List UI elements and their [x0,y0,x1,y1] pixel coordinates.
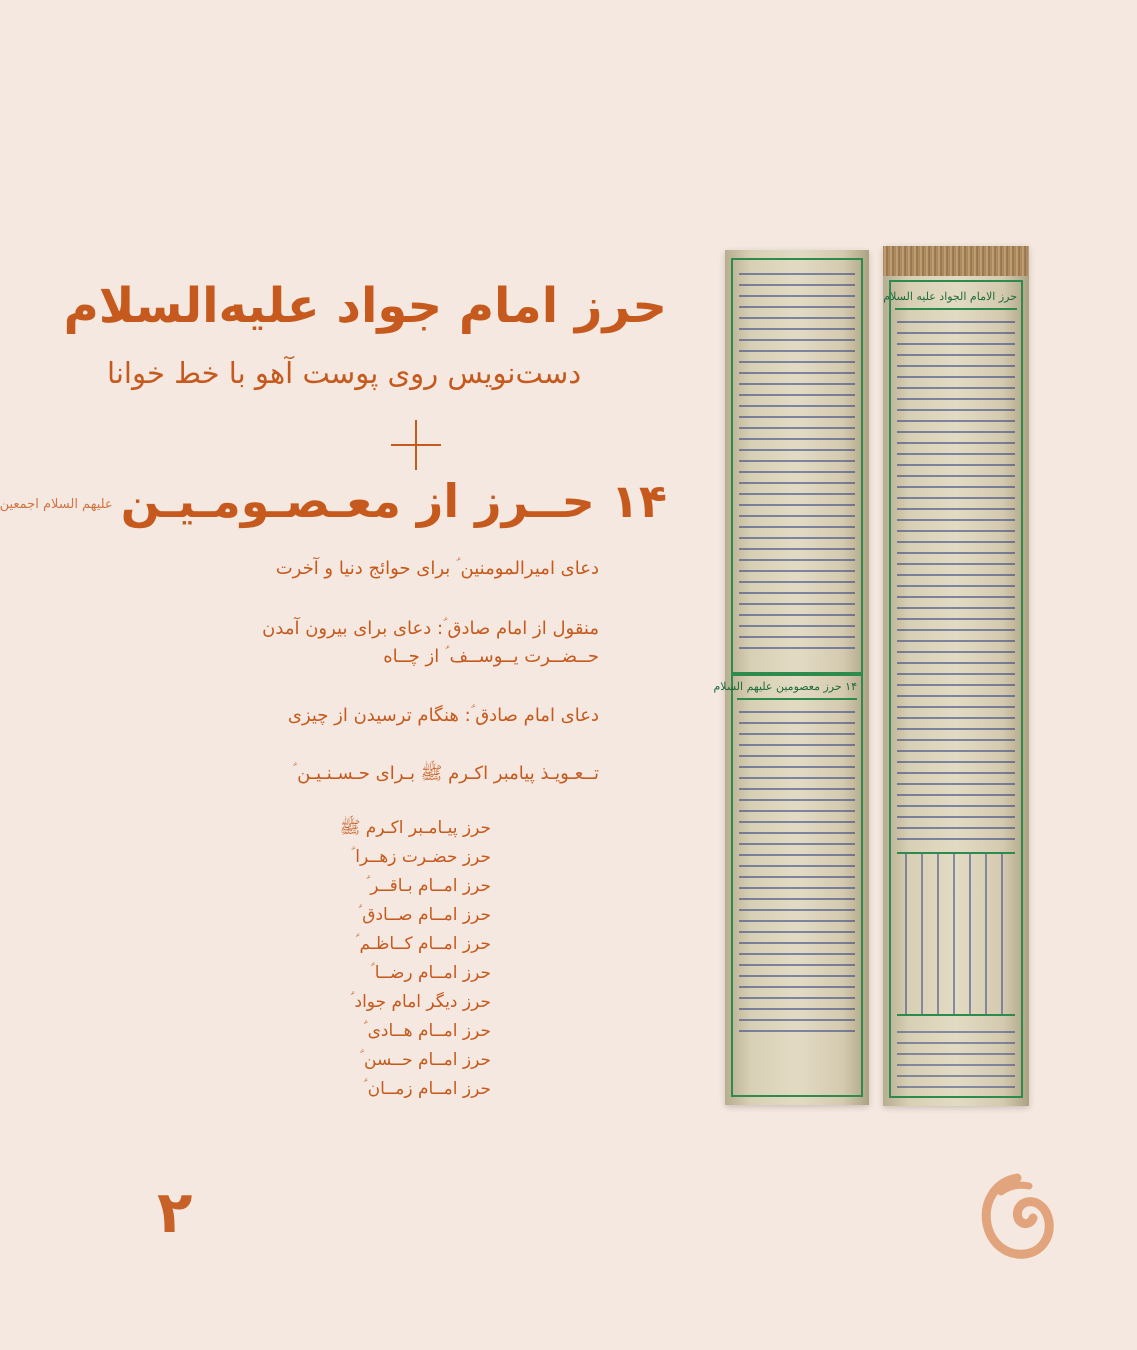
description-line: دعای امیرالمومنین ؑ برای حوائج دنیا و آخرت [275,558,599,579]
manuscript-text-block [897,1026,1015,1088]
list-item: حرز امــام زمــان ؑ [363,1079,491,1099]
manuscript-table-region [897,852,1015,1016]
manuscript-frame-bottom [713,674,863,1097]
description-line: تــعـویـذ پیامبر اکـرم ﷺ بـرای حـسـنـیـن ؑ [292,763,599,784]
manuscript-frame-main [883,280,1023,1098]
manuscript-scroll-right [883,246,1029,1106]
page-number: ۲ [157,1178,193,1246]
manuscript-title-header: حرز الامام الجواد علیه السلام [895,286,1017,310]
description-line: حــضــرت یــوســف ؑ از چــاه [383,646,599,667]
list-item: حرز پیـامـبر اکـرم ﷺ [339,818,491,838]
page-title: حرز امام جواد علیه‌السلام [63,278,667,334]
description-line: دعای امام صادق ؑ: هنگام ترسیدن از چیزی [287,705,599,726]
list-item: حرز دیگر امام جواد ؑ [350,992,491,1012]
list-item: حرز امــام حــسن ؑ [359,1050,491,1070]
page-subtitle: دست‌نویس روی پوست آهو با خط خوانا [107,356,582,390]
list-item: حرز حضـرت زهــرا ؑ [350,847,491,867]
list-item: حرز امــام رضــا ؑ [370,963,491,983]
brand-logo-icon [979,1172,1055,1260]
manuscript-text-block [739,268,855,652]
manuscript-text-block [897,316,1015,846]
list-item: حرز امــام هــادی ؑ [363,1021,491,1041]
hirz-list [340,814,491,1104]
manuscript-scroll-left [713,250,869,1105]
manuscript-section-header: ۱۴ حرز معصومین علیهم السلام [737,676,857,700]
list-item: حرز امــام بـاقــر ؑ [365,876,491,896]
deer-skin-fur-edge [883,246,1029,276]
manuscript-frame-top [731,258,863,674]
headline-text: ۱۴ حــرز از معـصـومـیـن [120,474,667,528]
honorific-calligraphy: علیهم السلام اجمعین [0,497,113,512]
headline [0,474,667,528]
manuscript-text-block [739,706,855,1035]
list-item: حرز امــام صــادق ؑ [358,905,491,925]
plus-icon [391,420,441,470]
description-line: منقول از امام صادق ؑ: دعای برای بیرون آمدن [262,618,599,639]
list-item: حرز امــام کــاظـم ؑ [355,934,491,954]
